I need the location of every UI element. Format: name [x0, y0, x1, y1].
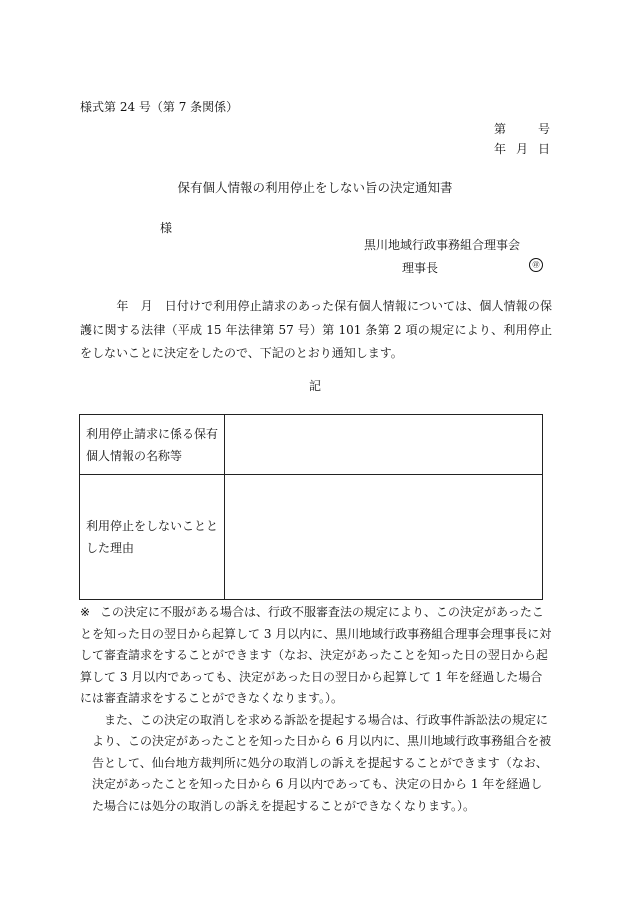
note-text-2: また、この決定の取消しを求める訴訟を提起する場合は、行政事件訴訟法の規定により、この決定があったことを知った日から 6 月以内に、黒川地域行政事務組合を被告として、仙台地方裁判所に処分の取消しの訴えを提起することができます（なお、決定があったことを知った日から 6 月以内であっても、決定の日から 1 年を経過した場合には処分の取消しの訴えを提起することができなくなります。）。	[92, 712, 552, 813]
form-number-label: 様式第 24 号（第 7 条関係）	[80, 100, 239, 114]
ki-heading: 記	[308, 379, 321, 393]
note-paragraph-1	[80, 602, 552, 710]
document-title: 保有個人情報の利用停止をしない旨の決定通知書	[177, 180, 453, 195]
reason-value	[225, 475, 543, 600]
recipient-honorific: 様	[160, 221, 173, 235]
note-paragraph-2	[80, 710, 552, 818]
number-prefix: 第	[494, 122, 507, 136]
note-text-1: この決定に不服がある場合は、行政不服審査法の規定により、この決定があったことを知った日の翌日から起算して 3 月以内に、黒川地域行政事務組合理事会理事長に対して審査請求をすることができます（なお、決定があったことを知った日の翌日から起算して 3 月以内であっても、決定があった日の翌日から起算して 1 年を経過した場合には審査請求をすることができなくなります。）。	[80, 605, 552, 705]
table-row	[80, 415, 543, 475]
date-day: 日	[537, 142, 550, 156]
document-number-line	[494, 120, 550, 137]
date-line	[494, 140, 550, 157]
seal-mark: ㊞	[529, 258, 543, 272]
decision-info-table	[79, 414, 543, 600]
info-name-value	[225, 415, 543, 475]
reason-label: 利用停止をしないこととした理由	[80, 475, 225, 600]
note-mark: ※	[80, 605, 91, 619]
date-year: 年	[494, 142, 507, 156]
table-row	[80, 475, 543, 600]
notice-body-text: 年 月 日付けで利用停止請求のあった保有個人情報については、個人情報の保護に関する法律（平成 15 年法律第 57 号）第 101 条第 2 項の規定により、利用停止をしないことに決定をしたので、下記のとおり通知します。	[80, 299, 552, 360]
date-month: 月	[515, 142, 528, 156]
info-name-label: 利用停止請求に係る保有個人情報の名称等	[80, 415, 225, 475]
appeal-notes	[80, 602, 552, 817]
sender-role: 理事長	[402, 261, 439, 275]
number-suffix: 号	[537, 122, 550, 136]
sender-organization: 黒川地域行政事務組合理事会	[364, 238, 521, 252]
